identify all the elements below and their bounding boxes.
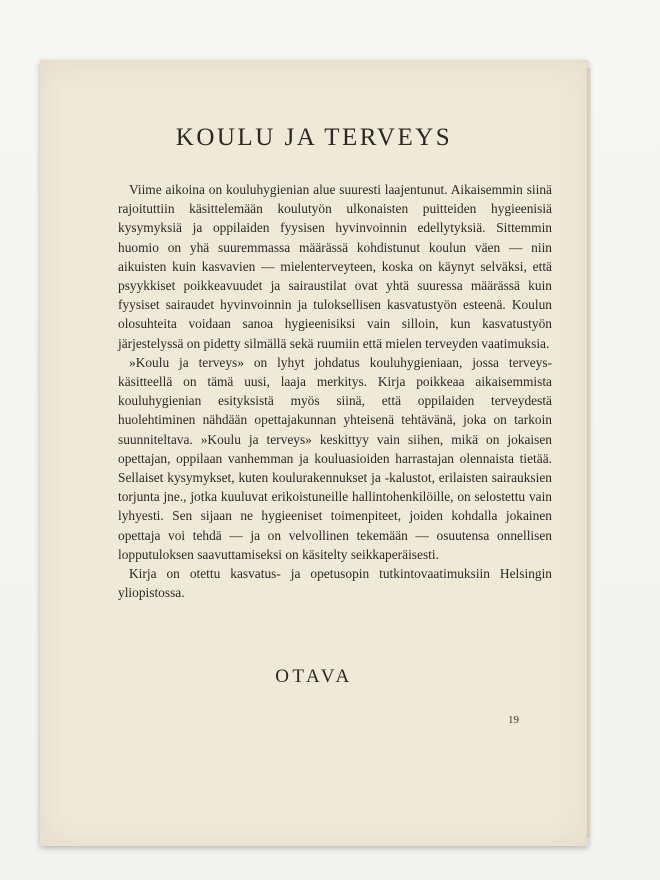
blurb-paragraph-3: Kirja on otettu kasvatus- ja opetusopin tutkintovaatimuksiin Helsingin yliopistossa.	[118, 566, 552, 601]
book-title: KOULU JA TERVEYS	[175, 124, 453, 151]
cover-page-edge	[587, 68, 591, 838]
blurb-text	[118, 180, 552, 602]
publisher-name: OTAVA	[275, 666, 353, 687]
blurb-paragraph-1: Viime aikoina on kouluhygienian alue suuresti laajentunut. Aikaisemmin siinä rajoituttiin käsittelemään koulutyön ulkonaisten puitteiden hygieenisiä kysymyksiä ja oppilaiden fyysisen hyvinvoinnin edellytyksiä. Sittemmin huomio on yhä suuremmassa määrässä kohdistunut koulun väen — niin aikuisten kuin kasvavien — mielenterveyteen, koska on käynyt selväksi, että psyykkiset poikkeavuudet ja sairaustilat ovat yhtä suuressa määrässä kuin fyysiset sairaudet hyvinvoinnin ja tuloksellisen kasvatustyön esteenä. Koulun olosuhteita voidaan sanoa hygieenisiksi vain silloin, kun kasvatustyön järjestelyssä on pidetty silmällä sekä ruumiin että mielen terveyden vaatimuksia.	[118, 182, 552, 351]
catalog-code: 19	[508, 714, 519, 726]
blurb-paragraph-2: »Koulu ja terveys» on lyhyt johdatus kouluhygieniaan, jossa terveys-käsitteellä on tämä uusi, laaja merkitys. Kirja poikkeaa aikaisemmista kouluhygienian esityksistä myös siinä, että oppilaiden terveydestä huolehtiminen nähdään opettajakunnan yhteisenä tehtävänä, joka on tarkoin suunniteltava. »Koulu ja terveys» keskittyy vain siihen, mikä on jokaisen opettajan, oppilaan vanhemman ja kouluasioiden harrastajan olennaista tietää. Sellaiset kysymykset, kuten koulurakennukset ja -kalustot, erilaisten sairauksien torjunta jne., jotka kuuluvat erikoistuneille hallintohenkilöille, on selostettu vain lyhyesti. Sen sijaan ne hygieeniset toimenpiteet, joiden kohdalla jokainen opettaja voi tehdä — ja on velvollinen tekemään — osuutensa onnellisen lopputuloksen saavuttamiseksi on käsitelty seikkaperäisesti.	[118, 354, 552, 562]
